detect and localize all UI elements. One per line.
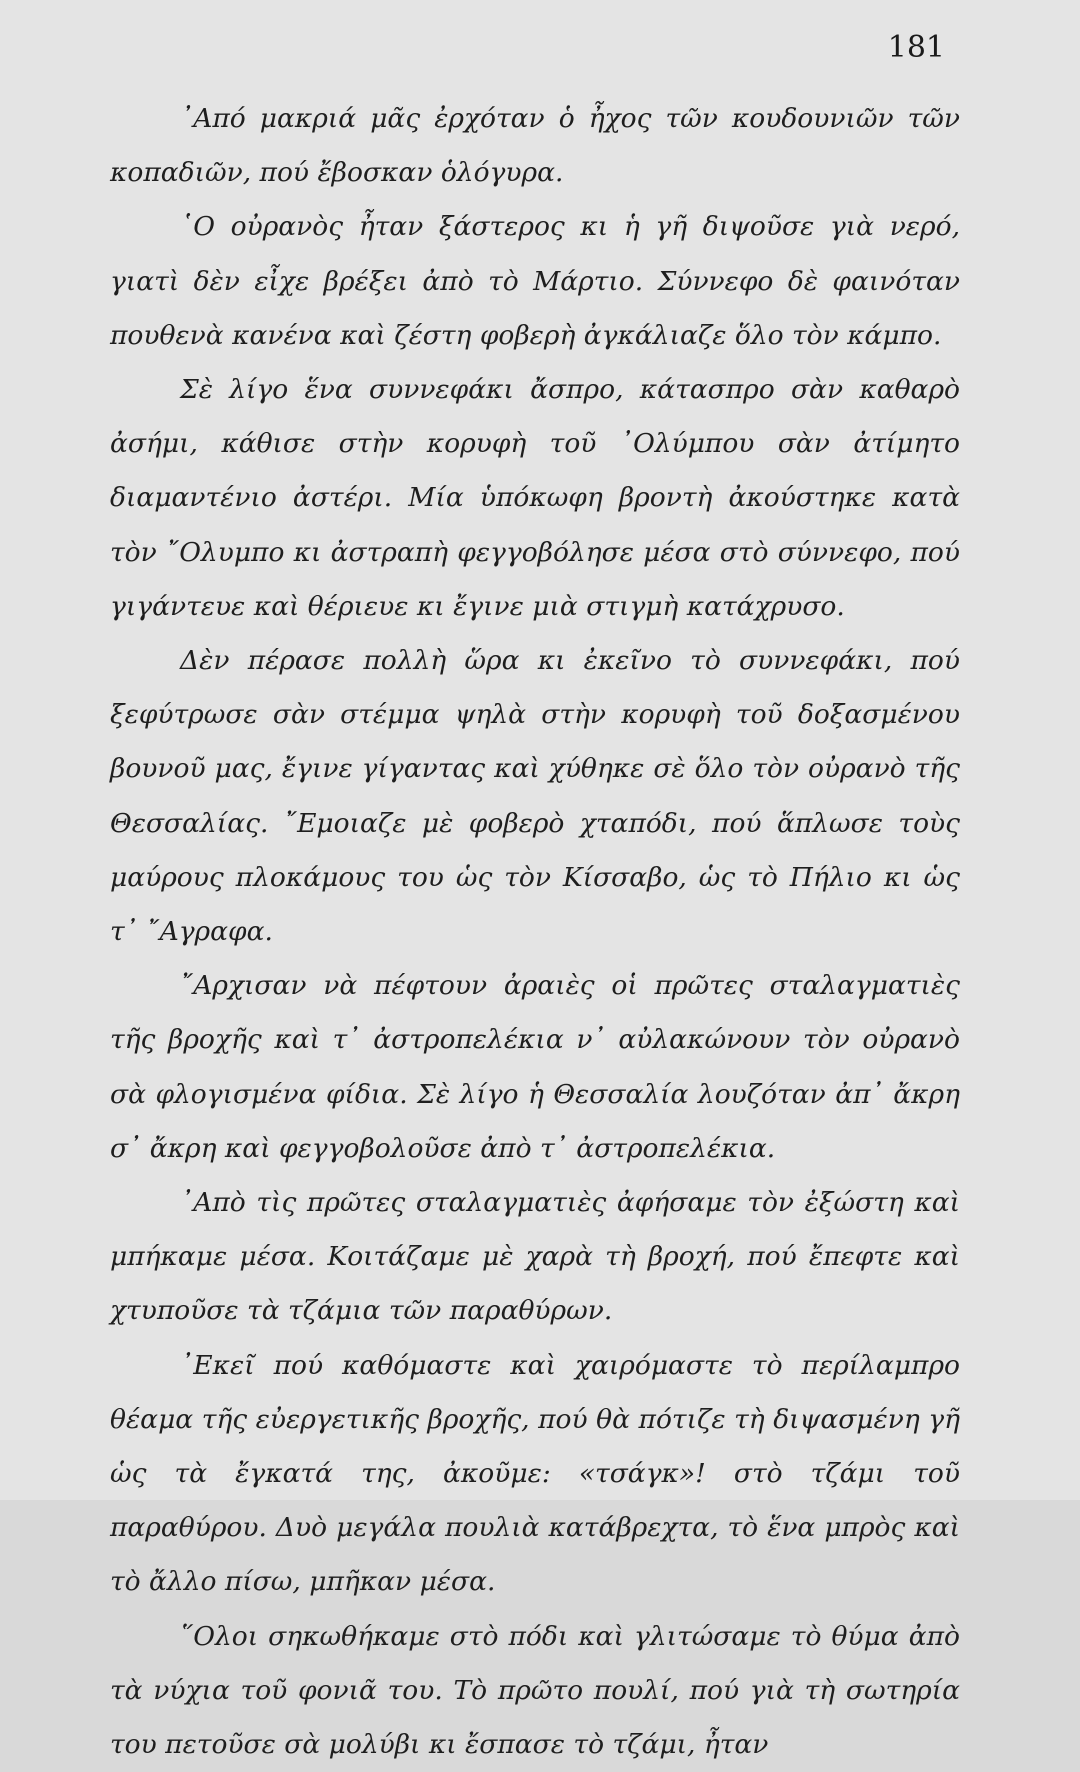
page-number: 181 <box>887 30 945 65</box>
paragraph: ῎Αρχισαν νὰ πέφτουν ἀραιὲς οἱ πρῶτες σταλαγματιὲς τῆς βροχῆς καὶ τ᾿ ἀστροπελέκια ν᾿ αὐλακώνουν τὸν οὐρανὸ σὰ φλογισμένα φίδια. Σὲ λίγο ἡ Θεσσαλία λουζόταν ἀπ᾿ ἄκρη σ᾿ ἄκρη καὶ φεγγοβολοῦσε ἀπὸ τ᾿ ἀστροπελέκια. <box>110 970 960 1164</box>
paragraph: ῞Ολοι σηκωθήκαμε στὸ πόδι καὶ γλιτώσαμε τὸ θύμα ἀπὸ τὰ νύχια τοῦ φονιᾶ του. Τὸ πρῶτο πουλί, πού γιὰ τὴ σωτηρία του πετοῦσε σὰ μολύβι κι ἔσπασε τὸ τζάμι, ἦταν <box>110 1620 960 1761</box>
paragraph: ᾿Εκεῖ πού καθόμαστε καὶ χαιρόμαστε τὸ περίλαμπρο θέαμα τῆς εὐεργετικῆς βροχῆς, πού θὰ πότιζε τὴ διψασμένη γῆ ὡς τὰ ἔγκατά της, ἀκοῦμε: «τσάγκ»! στὸ τζάμι τοῦ παραθύρου. Δυὸ μεγάλα πουλιὰ κατάβρεχτα, τὸ ἕνα μπρὸς καὶ τὸ ἄλλο πίσω, μπῆκαν μέσα. <box>110 1349 960 1598</box>
paragraph: Δὲν πέρασε πολλὴ ὥρα κι ἐκεῖνο τὸ συννεφάκι, πού ξεφύτρωσε σὰν στέμμα ψηλὰ στὴν κορυφὴ τοῦ δοξασμένου βουνοῦ μας, ἔγινε γίγαντας καὶ χύθηκε σὲ ὅλο τὸν οὐρανὸ τῆς Θεσσαλίας. ῎Εμοιαζε μὲ φοβερὸ χταπόδι, πού ἅπλωσε τοὺς μαύρους πλοκάμους του ὡς τὸν Κίσσαβο, ὡς τὸ Πήλιο κι ὡς τ᾿ ῎Αγραφα. <box>110 645 960 948</box>
page-text <box>110 92 960 1772</box>
paragraph: ᾿Απὸ τὶς πρῶτες σταλαγματιὲς ἀφήσαμε τὸν ἐξώστη καὶ μπήκαμε μέσα. Κοιτάζαμε μὲ χαρὰ τὴ βροχή, πού ἔπεφτε καὶ χτυποῦσε τὰ τζάμια τῶν παραθύρων. <box>110 1187 960 1327</box>
paragraph: ᾿Από μακριά μᾶς ἐρχόταν ὁ ἦχος τῶν κουδουνιῶν τῶν κοπαδιῶν, πού ἔβοσκαν ὁλόγυρα. <box>110 103 960 189</box>
paragraph: ῾Ο οὐρανὸς ἦταν ξάστερος κι ἡ γῆ διψοῦσε γιὰ νερό, γιατὶ δὲν εἶχε βρέξει ἀπὸ τὸ Μάρτιο. Σύννεφο δὲ φαινόταν πουθενὰ κανένα καὶ ζέστη φοβερὴ ἀγκάλιαζε ὅλο τὸν κάμπο. <box>110 211 960 351</box>
paragraph: Σὲ λίγο ἕνα συννεφάκι ἄσπρο, κάτασπρο σὰν καθαρὸ ἀσήμι, κάθισε στὴν κορυφὴ τοῦ ᾿Ολύμπου σὰν ἀτίμητο διαμαντένιο ἀστέρι. Μία ὑπόκωφη βροντὴ ἀκούστηκε κατὰ τὸν ῎Ολυμπο κι ἀστραπὴ φεγγοβόλησε μέσα στὸ σύννεφο, πού γιγάντευε καὶ θέριευε κι ἔγινε μιὰ στιγμὴ κατάχρυσο. <box>110 374 960 622</box>
